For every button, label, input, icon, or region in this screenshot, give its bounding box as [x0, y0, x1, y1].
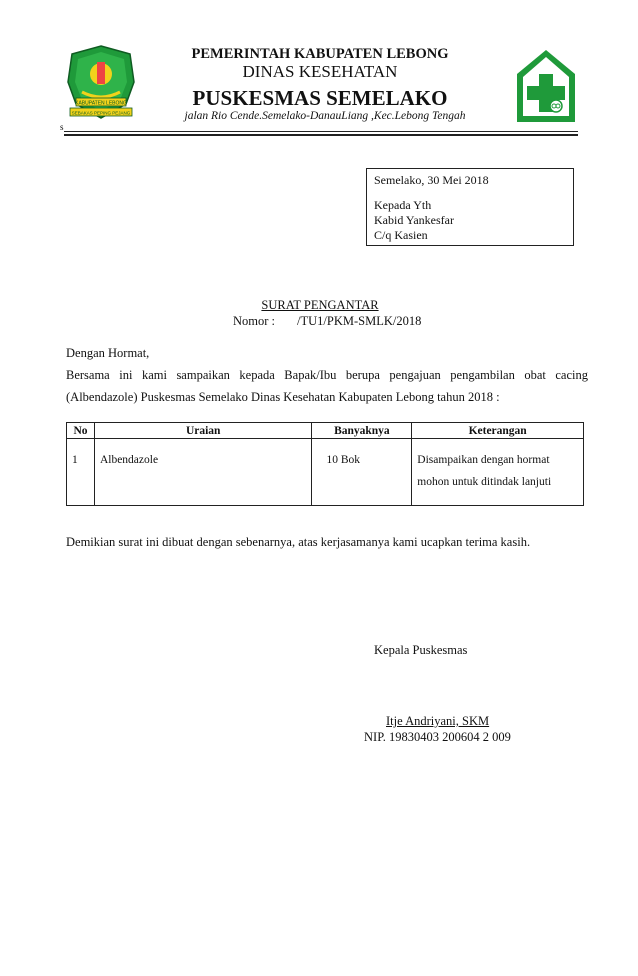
- col-header-keterangan: Keterangan: [412, 423, 584, 439]
- cell-banyaknya: 10 Bok: [312, 439, 412, 506]
- col-header-banyaknya: Banyaknya: [312, 423, 412, 439]
- place-date: Semelako, 30 Mei 2018: [374, 173, 489, 187]
- svg-text:SEBAKAS PEPING PEJANG: SEBAKAS PEPING PEJANG: [71, 110, 131, 116]
- col-header-no: No: [67, 423, 95, 439]
- header-address: jalan Rio Cende.Semelako-DanauLiang ,Kec.Lebong Tengah: [184, 110, 466, 122]
- header-rule-thick: [64, 134, 578, 136]
- col-header-uraian: Uraian: [94, 423, 312, 439]
- keterangan-line-1: Disampaikan dengan hormat: [417, 454, 550, 466]
- header-institution: PUSKESMAS SEMELAKO: [192, 86, 448, 110]
- header-rule-thin: [64, 131, 578, 132]
- body-paragraph: Bersama ini kami sampaikan kepada Bapak/Ibu berupa pengajuan pengambilan obat cacing (Albendazole) Puskesmas Semelako Dinas Kesehatan Kabupaten Lebong tahun 2018 :: [66, 368, 588, 404]
- puskesmas-logo: [515, 48, 577, 124]
- signatory-title: Kepala Puskesmas: [374, 643, 468, 657]
- closing-sentence: Demikian surat ini dibuat dengan sebenarnya, atas kerjasamanya kami ucapkan terima kasih.: [66, 535, 531, 549]
- table-header-row: [67, 423, 584, 439]
- letter-number: [233, 314, 421, 329]
- keterangan-line-2: mohon untuk ditindak lanjuti: [417, 476, 552, 488]
- greeting: Dengan Hormat,: [66, 346, 150, 360]
- cell-uraian: Albendazole: [94, 439, 312, 506]
- cell-keterangan: [412, 439, 584, 506]
- signatory-nip: NIP. 19830403 200604 2 009: [364, 730, 511, 744]
- cell-no: 1: [67, 439, 95, 506]
- recipient-label: Kepada Yth: [374, 198, 432, 212]
- recipient-box: [366, 168, 574, 246]
- letter-title: SURAT PENGANTAR: [261, 298, 379, 312]
- svg-text:KABUPATEN LEBONG: KABUPATEN LEBONG: [75, 100, 127, 107]
- header-agency: DINAS KESEHATAN: [242, 62, 398, 81]
- header-government: PEMERINTAH KABUPATEN LEBONG: [191, 46, 449, 62]
- table-row: [67, 439, 584, 506]
- letter-number-label: Nomor :: [233, 314, 276, 328]
- recipient-name: Kabid Yankesfar: [374, 213, 454, 227]
- items-table: [66, 422, 584, 506]
- letter-number-value: /TU1/PKM-SMLK/2018: [297, 314, 422, 328]
- regency-logo: [64, 44, 138, 122]
- stray-character: s: [60, 122, 64, 132]
- recipient-cq: C/q Kasien: [374, 228, 428, 242]
- signatory-name: Itje Andriyani, SKM: [386, 714, 490, 728]
